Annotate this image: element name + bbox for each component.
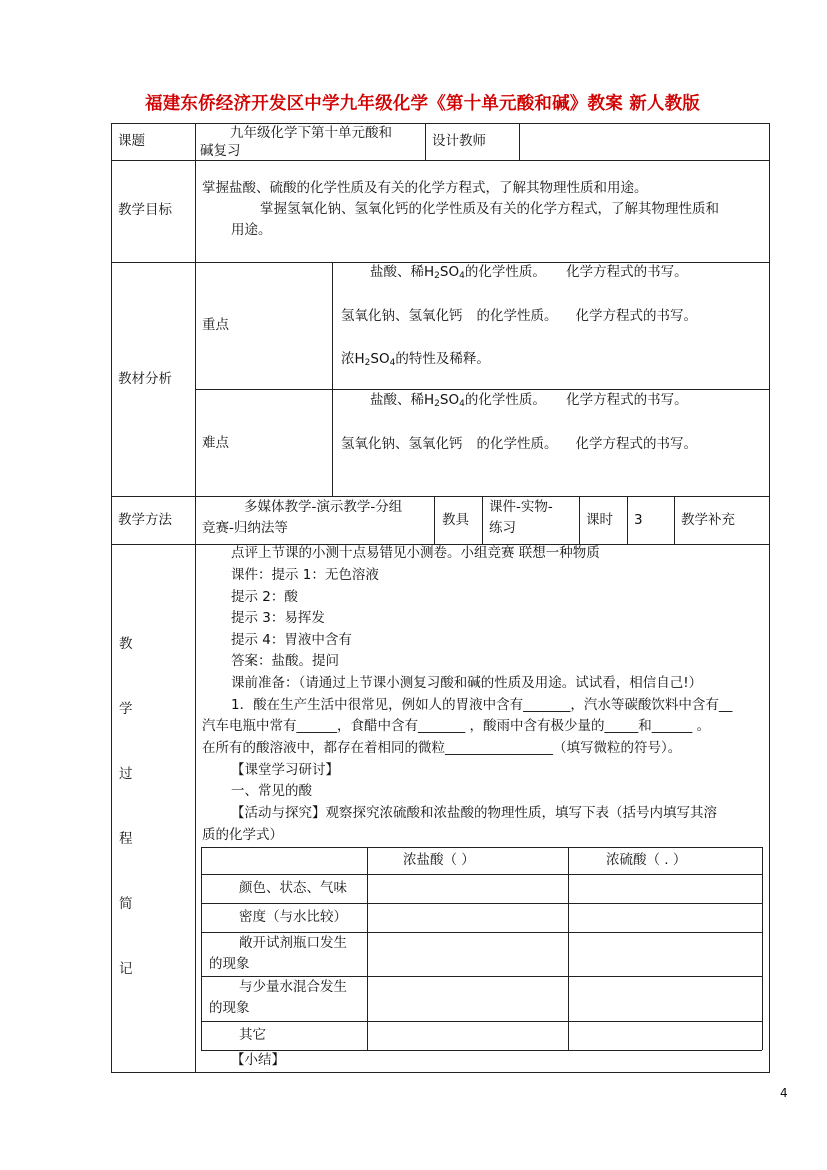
- difficult-line-2: 氢氧化钠、氢氧化钙 的化学性质。 化学方程式的书写。: [341, 436, 697, 452]
- process-line-7: 课前准备：（请通过上节课小测复习酸和碱的性质及用途。试试看，相信自己!）: [231, 675, 703, 691]
- process-line-8: 1．酸在生产生活中很常见，例如人的胃液中含有_______，汽水等碳酸饮料中含有__: [231, 697, 733, 713]
- side-char-2: 学: [119, 701, 133, 717]
- process-line-2: 课件：提示 1：无色溶液: [231, 567, 379, 583]
- key-line-3: 浓$H_2SO_4$的特性及稀释。: [341, 351, 490, 368]
- tools-value-1: 课件-实物-: [489, 499, 553, 515]
- side-char-1: 教: [119, 636, 133, 652]
- designer-label: 设计教师: [432, 133, 486, 149]
- side-char-4: 程: [119, 831, 133, 847]
- process-line-9: 汽车电瓶中常有______，食醋中含有_______ ，酸雨中含有极少量的_____和______ 。: [202, 718, 711, 734]
- process-line-6: 答案：盐酸。提问: [231, 653, 339, 669]
- key-label: 重点: [202, 317, 229, 333]
- tools-label: 教具: [442, 512, 469, 528]
- method-value-2: 竞赛-归纳法等: [202, 520, 288, 536]
- difficult-label: 难点: [202, 435, 229, 451]
- goals-line3: 用途。: [231, 222, 272, 238]
- goals-line2: 掌握氢氧化钠、氢氧化钙的化学性质及有关的化学方程式，了解其物理性质和: [260, 201, 719, 217]
- course-line1: 九年级化学下第十单元酸和: [230, 125, 392, 141]
- process-line-1: 点评上节课的小测十点易错见小测卷。小组竞赛 联想一种物质: [231, 545, 600, 561]
- tools-value-2: 练习: [489, 520, 516, 536]
- method-label: 教学方法: [118, 512, 172, 528]
- goals-label: 教学目标: [118, 202, 172, 218]
- process-line-5: 提示 4：胃液中含有: [231, 632, 352, 648]
- hours-label: 课时: [586, 512, 613, 528]
- row-mix-water-2: 的现象: [209, 1000, 250, 1016]
- col-conc-hcl: 浓盐酸（ ）: [403, 852, 475, 868]
- course-label: 课题: [118, 133, 145, 149]
- row-open-bottle-1: 敞开试剂瓶口发生: [239, 935, 347, 951]
- document-title: 福建东侨经济开发区中学九年级化学《第十单元酸和碱》教案 新人教版: [145, 94, 700, 114]
- process-line-11: 【课堂学习研讨】: [231, 762, 339, 778]
- side-char-5: 简: [119, 896, 133, 912]
- process-line-12: 一、常见的酸: [231, 783, 312, 799]
- process-line-4: 提示 3：易挥发: [231, 610, 325, 626]
- goals-line1: 掌握盐酸、硫酸的化学性质及有关的化学方程式，了解其物理性质和用途。: [202, 180, 648, 196]
- difficult-line-1: 盐酸、稀$H_2SO_4$的化学性质。 化学方程式的书写。: [370, 392, 688, 409]
- key-line-1: 盐酸、稀$H_2SO_4$的化学性质。 化学方程式的书写。: [370, 264, 688, 281]
- summary-label: 【小结】: [231, 1052, 285, 1068]
- analysis-label: 教材分析: [118, 371, 172, 387]
- row-density: 密度（与水比较）: [239, 909, 347, 925]
- hours-value: 3: [634, 512, 643, 528]
- row-open-bottle-2: 的现象: [209, 956, 250, 972]
- side-char-6: 记: [119, 961, 133, 977]
- process-line-13: 【活动与探究】观察探究浓硫酸和浓盐酸的物理性质，填写下表（括号内填写其溶: [231, 805, 717, 821]
- row-color-state: 颜色、状态、气味: [239, 880, 347, 896]
- process-line-14: 质的化学式）: [202, 827, 283, 843]
- supplement-label: 教学补充: [681, 512, 735, 528]
- col-conc-h2so4: 浓硫酸（ . ）: [606, 852, 687, 868]
- method-value-1: 多媒体教学-演示教学-分组: [244, 499, 403, 515]
- key-line-2: 氢氧化钠、氢氧化钙 的化学性质。 化学方程式的书写。: [341, 308, 697, 324]
- page-number: 4: [780, 1086, 788, 1100]
- row-other: 其它: [239, 1027, 266, 1043]
- process-line-10: 在所有的酸溶液中，都存在着相同的微粒________________（填写微粒的符号）。: [202, 740, 682, 756]
- row-mix-water-1: 与少量水混合发生: [239, 979, 347, 995]
- course-line2: 碱复习: [200, 143, 241, 159]
- process-line-3: 提示 2：酸: [231, 589, 298, 605]
- side-char-3: 过: [119, 766, 133, 782]
